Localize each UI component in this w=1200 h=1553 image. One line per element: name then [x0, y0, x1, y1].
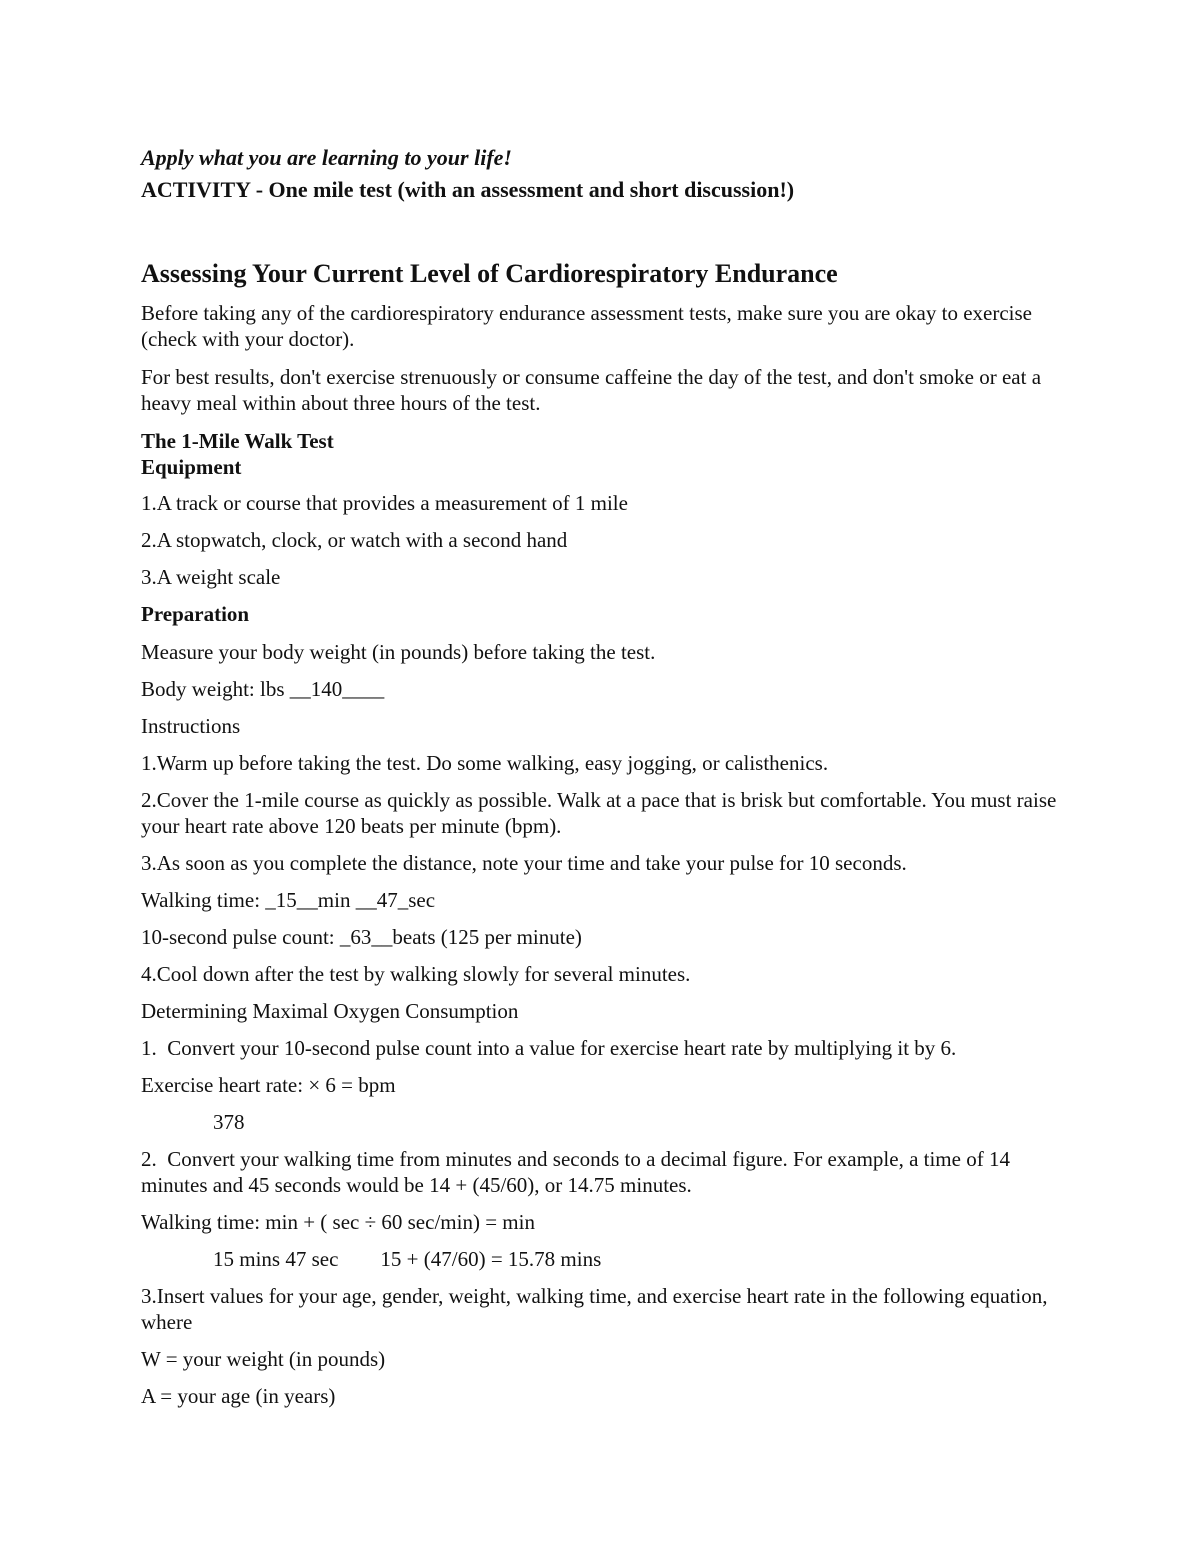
document-page: [141, 142, 1081, 1420]
heart-rate-value: 378: [213, 1110, 245, 1134]
intro-paragraph-2: For best results, don't exercise strenuously or consume caffeine the day of the test, and don't smoke or eat a heavy meal within about three hours of the test.: [141, 365, 1047, 415]
walking-time-field: Walking time: _15__min __47_sec: [141, 888, 436, 912]
body-weight-field: Body weight: lbs __140____: [141, 677, 385, 701]
intro-paragraph-1: Before taking any of the cardiorespiratory endurance assessment tests, make sure you are okay to exercise (check with your doctor).: [141, 301, 1038, 351]
equipment-heading: Equipment: [141, 455, 242, 479]
test-title: The 1-Mile Walk Test: [141, 429, 334, 453]
equipment-item: 2.A stopwatch, clock, or watch with a second hand: [141, 528, 568, 552]
section-heading: Assessing Your Current Level of Cardiorespiratory Endurance: [141, 259, 838, 288]
vo2-step: 1. Convert your 10-second pulse count into a value for exercise heart rate by multiplying it by 6.: [141, 1036, 957, 1060]
walking-time-formula: Walking time: min + ( sec ÷ 60 sec/min) = min: [141, 1210, 535, 1234]
equipment-item: 3.A weight scale: [141, 565, 281, 589]
variable-definition: W = your weight (in pounds): [141, 1347, 386, 1371]
heart-rate-formula: Exercise heart rate: × 6 = bpm: [141, 1073, 396, 1097]
pulse-count-field: 10-second pulse count: _63__beats (125 per minute): [141, 925, 582, 949]
instruction-item: 3.As soon as you complete the distance, note your time and take your pulse for 10 seconds.: [141, 851, 907, 875]
equipment-item: 1.A track or course that provides a measurement of 1 mile: [141, 491, 628, 515]
preparation-heading: Preparation: [141, 602, 250, 626]
walking-time-value: 15 mins 47 sec 15 + (47/60) = 15.78 mins: [213, 1247, 602, 1271]
instruction-item: 4.Cool down after the test by walking slowly for several minutes.: [141, 962, 691, 986]
tagline: Apply what you are learning to your life!: [141, 145, 512, 170]
instruction-item: 1.Warm up before taking the test. Do some walking, easy jogging, or calisthenics.: [141, 751, 829, 775]
vo2-step: 2. Convert your walking time from minutes and seconds to a decimal figure. For example, a time of 14 minutes and 45 seconds would be 14 + (45/60), or 14.75 minutes.: [141, 1147, 1016, 1197]
instruction-item: 2.Cover the 1-mile course as quickly as possible. Walk at a pace that is brisk but comfortable. You must raise your heart rate above 120 beats per minute (bpm).: [141, 788, 1062, 838]
vo2-heading: Determining Maximal Oxygen Consumption: [141, 999, 519, 1023]
preparation-text: Measure your body weight (in pounds) before taking the test.: [141, 640, 656, 664]
vo2-step: 3.Insert values for your age, gender, weight, walking time, and exercise heart rate in the following equation, where: [141, 1284, 1053, 1334]
variable-definition: A = your age (in years): [141, 1384, 336, 1408]
instructions-heading: Instructions: [141, 714, 241, 738]
activity-title: ACTIVITY - One mile test (with an assessment and short discussion!): [141, 177, 795, 202]
